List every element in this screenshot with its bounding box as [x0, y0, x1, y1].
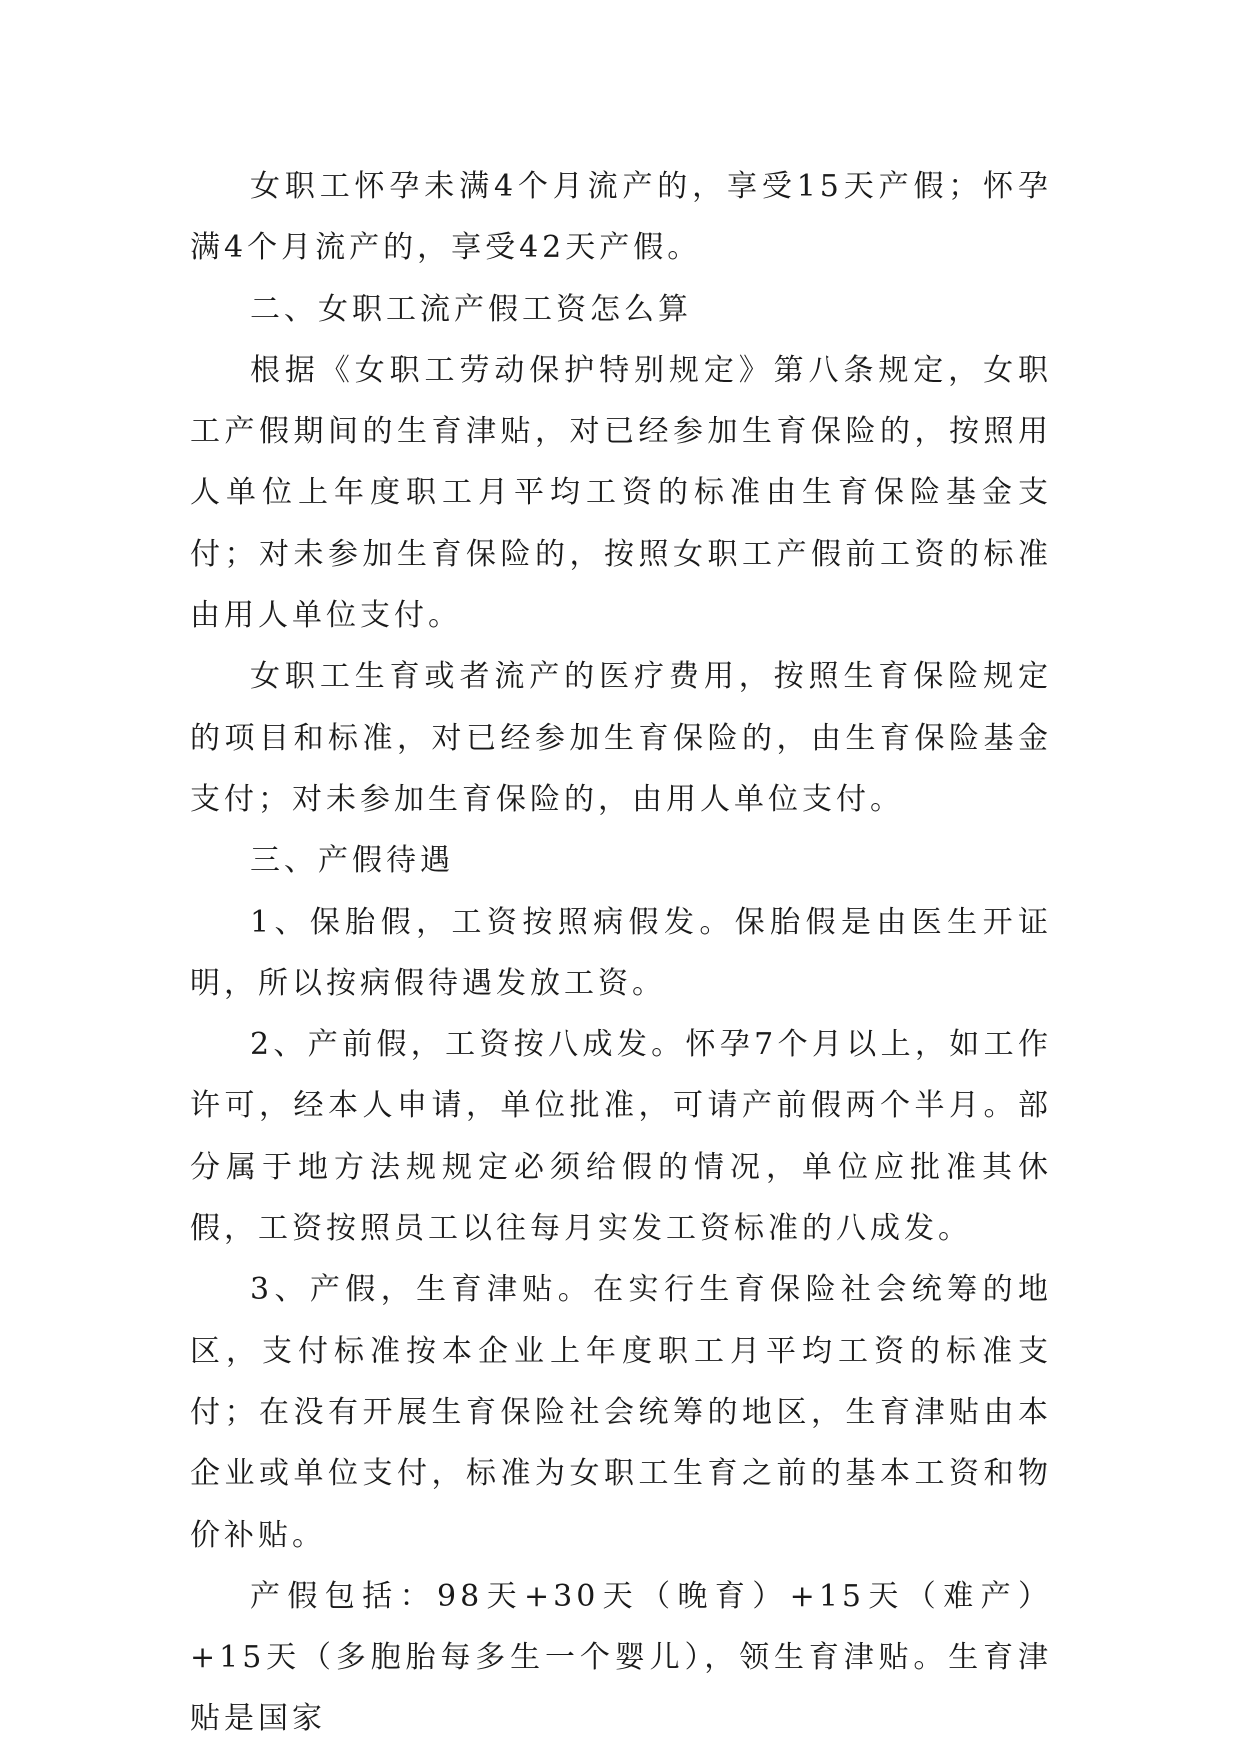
- list-item-3-maternity-leave: 3、产假，生育津贴。在实行生育保险社会统筹的地区，支付标准按本企业上年度职工月平均工资的标准支付；在没有开展生育保险社会统筹的地区，生育津贴由本企业或单位支付，标准为女职工生育之前的基本工资和物价补贴。: [190, 1272, 1052, 1553]
- heading-section-2: 二、女职工流产假工资怎么算: [250, 291, 692, 327]
- document-body: [190, 156, 1052, 1750]
- list-item-2-prenatal-leave: 2、产前假，工资按八成发。怀孕7个月以上，如工作许可，经本人申请，单位批准，可请产前假两个半月。部分属于地方法规规定必须给假的情况，单位应批准其休假，工资按照员工以往每月实发工资标准的八成发。: [190, 1027, 1052, 1247]
- paragraph-medical-expenses: 女职工生育或者流产的医疗费用，按照生育保险规定的项目和标准，对已经参加生育保险的，由生育保险基金支付；对未参加生育保险的，由用人单位支付。: [190, 659, 1052, 817]
- paragraph-maternity-allowance: 根据《女职工劳动保护特别规定》第八条规定，女职工产假期间的生育津贴，对已经参加生育保险的，按照用人单位上年度职工月平均工资的标准由生育保险基金支付；对未参加生育保险的，按照女职工产假前工资的标准由用人单位支付。: [190, 352, 1052, 634]
- paragraph-miscarriage-leave: 女职工怀孕未满4个月流产的，享受15天产假；怀孕满4个月流产的，享受42天产假。: [190, 169, 1052, 266]
- paragraph-leave-composition: 产假包括：98天+30天（晚育）+15天（难产）+15天（多胞胎每多生一个婴儿），领生育津贴。生育津贴是国家: [190, 1578, 1052, 1737]
- heading-section-3: 三、产假待遇: [250, 843, 454, 879]
- list-item-1-pregnancy-leave: 1、保胎假，工资按照病假发。保胎假是由医生开证明，所以按病假待遇发放工资。: [190, 904, 1052, 1001]
